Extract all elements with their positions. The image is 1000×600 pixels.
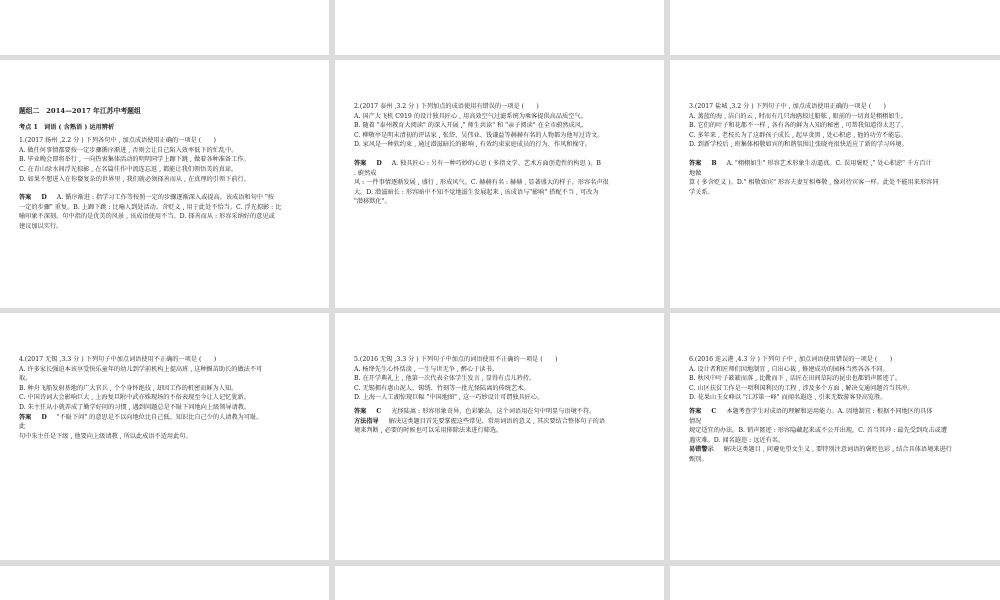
explanation-line: 学关系。 [689,188,714,196]
answer-text: 本题考查学生对成语的理解和运用能力。A. 因地制宜 : 根据不同地区的具体 [726,408,933,416]
answer-key: C [711,408,717,416]
answer-key: D [41,194,47,202]
page-5[interactable] [335,313,664,560]
page-top-left [0,0,329,55]
answer-label: 答案 [354,160,367,168]
page-2[interactable] [335,60,664,308]
kaodian-heading: 考点 1 词语 ( 含熟语 ) 运用辨析 [19,123,115,131]
explanation-line: 一定的步骤" 重复。B. 上蹿下跳 : 比喻人到处活动。含贬义 , 用于此处不恰当。C. 浮光掠影 : 比 [19,203,282,211]
answer-line [19,413,315,423]
warning-line: 甄别。 [689,456,708,464]
option-d: D. 花果山玉女峰以 "江苏第一峰" 而闻名遐迩 , 引来无数游客登高览胜。 [689,394,887,402]
page-top-right [670,0,1000,55]
answer-text: 光怪陆离 : 形容形象奇异、色彩繁杂。这个词语用在句中明显与语境不符。 [391,408,596,416]
option-a: A. 设计者和匠师们因地制宜 , 自出心裁 , 修建成功的园林当然各各不同。 [689,365,889,373]
answer-label: 答案 [19,413,32,421]
option-d: D. 朱主任从小就养成了勤学好问的习惯 , 遇到问题总是不耻下问地向上级领导请教。 [19,404,251,412]
option-c: C. 中国诗词大会影响巨大 , 上海复旦附中武亦姝现场的不俗表现至今让人记忆犹新。 [19,394,250,402]
option-a: A. 国产大飞机 C919 的设计独具匠心 , 用高效空气过滤系统为乘客提供高品质空气。 [354,112,587,120]
answer-key: C [376,408,382,416]
answer-text: A. 独具匠心 : 另有一种巧妙的心思 ( 多指文学、艺术方面创造性的构思 )。B [391,160,601,168]
option-b: B. 秋风中叶子簌簌而落 , 比靴而下 , 话匠在田间草际的昆虫也都销声匿迹了。 [689,375,902,383]
explanation-line: 规定适宜的办法。B. 销声匿迹 : 形容隐藏起来或不公开出现。C. 首当其冲 : 最先受到攻击或遭 [689,427,947,435]
option-b: B. 在开学典礼上 , 他第一次代表全体学生发言 , 显得有点儿矜持。 [354,375,536,383]
option-b: B. 它们的叶子和花都不一样 , 各有各的鲜为人知的秘密 , 可帮我知道得太迟了。 [689,122,908,130]
answer-label: 答案 [354,408,367,416]
explanation-line: 情况 [689,417,702,425]
answer-line [19,193,315,203]
method-text: 解决这类题目首先要掌握这些常见、常用词语的意义 , 其次要结合整体句子的语 [388,417,606,425]
option-d: D. 上海一人工湖惊现巨幅 "中国地图" , 这一巧妙设计可谓独具匠心。 [354,394,544,402]
answer-line [689,159,986,169]
option-c: C. 无锡拥有惠山泥人、锡绣、竹刻等一批光怪陆离的传统艺术。 [354,384,530,392]
option-d: D. 到新学校后 , 班集体相敬如宾的和谐氛围让张晓亮很快适应了新的学习环境。 [689,141,908,149]
section-title: 题组二 2014—2017 年江苏中考题组 [19,107,141,115]
question-stem: 1.(2017 扬州 ,2.2 分 ) 下列各句中 , 加点成语使用正确的一项是 ( ) [19,137,216,145]
page-bottom-middle [335,566,664,600]
method-line: 境来判断 , 必要的时候也可以采用排除法来进行筛选。 [354,427,503,435]
option-b: B. 随着 "泰州教育大阅读" 的深入开展 ," 师生共读" 和 "亲子阅读" 在全市蔚然成风。 [354,122,588,130]
page-top-middle [335,0,664,55]
explanation-line: "潜移默化"。 [354,198,391,206]
question-stem: 5.(2016 无锡 ,3.3 分 ) 下列句子中加点的词语使用不正确的一项是 ( ) [354,356,558,363]
answer-line [689,407,986,417]
answer-key: B [711,160,717,168]
answer-label: 答案 [19,194,32,202]
warning-text: 解决这类题目 , 问避免望文生义 , 要特别注意词语的褒贬色彩 , 结合具体语境来进行 [723,446,952,454]
option-c: C. 在青山绿水间浮光掠影 , 在名篇佳作中流连忘返 , 都能让我们领悟美的真谛。 [19,165,238,173]
question-stem: 2.(2017 泰州 ,3.2 分 ) 下列加点的成语使用有错误的一项是 ( ) [354,103,539,110]
option-b: B. 种舟飞船发射基地的广大官兵 , 个个身怀绝技 , 却因工作的机密而鲜为人知。 [19,384,238,392]
option-c: C. 多年来 , 老校长为了这群孩子成长 , 起早贪黑 , 处心积虑 , 他的功劳不能忘。 [689,131,907,139]
explanation-line: 风 : 一件事情逐渐发展 , 盛行 , 形成风气。C. 赫赫有名 : 赫赫 , 显著盛大的样子。形容名声很 [354,179,609,187]
page-1[interactable] [0,60,329,308]
page-3[interactable] [670,60,1000,308]
page-6[interactable] [670,313,1000,560]
answer-text: A. "栩栩如生" 形容艺术形象生动逼真。C. 误用褒贬 ," 处心积虑" 千方百计 [726,160,932,168]
warning-label: 易错警示 [689,446,714,454]
explanation-line: 句中朱主任是下级 , 他要向上级请教 , 所以此成语不适用此句。 [19,432,192,440]
answer-line [354,159,650,169]
question-stem: 6.(2016 连云港 ,4.3 分 ) 下列句子中 , 加点词语使用错误的一项是 ( ) [689,356,893,363]
explanation-line: 此 [19,423,26,431]
answer-key: D [376,160,382,168]
method-line [354,417,650,427]
option-a: A. 做任何事情都要按一定步骤循序渐进 , 否则会让自己陷入效率低下的忙乱中。 [19,146,238,154]
option-d: D. 家风是一种软约束 , 通过潜滋暗长的影响 , 有效约束家庭成员的行为、作风和操守。 [354,141,592,149]
answer-key: D [41,413,47,421]
answer-label: 答案 [689,408,702,416]
page-4[interactable] [0,313,329,560]
explanation-line: 大。D. 潜滋暗长 : 形容暗中不知不觉地滋生发展起来 , 该成语与"影响" 搭配不当 , 可改为 [354,188,599,196]
explanation-line: 建议加以实行。 [19,223,63,231]
answer-text: "不耻下问" 的意思是不以向地位比自己低、知识比自己少的人请教为可耻。 [56,413,263,421]
explanation-line: 遇灾难。D. 闻名遐迩 : 远近有名。 [689,436,785,444]
question-stem: 4.(2017 无锡 ,3.3 分 ) 下列句子中加点词语使用不正确的一项是 ( ) [19,356,217,363]
method-label: 方法指导 [354,417,379,425]
option-b: B. 毕业晚会即将举行 , 一向热衷集体活动的明明同学上蹿下跳 , 做着各种准备工作。 [19,156,250,164]
question-stem: 3.(2017 盐城 ,3.2 分 ) 下列句子中 , 加点成语使用正确的一项是 ( ) [689,103,886,110]
option-a: A. 蒸蓝的海 , 洁白的云 , 时而有几只海鸥掠过船舷 , 眼前的一切真是栩栩如生。 [689,112,907,120]
explanation-line: . 蔚然成 [354,169,377,177]
option-a: A. 许多家长强迫本该享受快乐童年的幼儿到学前机构上提高班 , 这种揠苗助长的做法不可 [19,365,263,373]
option-a: A. 杨绛先生心怀恬淡 , 一生与世无争 , 醉心于读书。 [354,365,498,373]
warning-line [689,445,986,455]
answer-text: A. 循序渐进 : 指学习工作等按照一定的步骤逐渐深入或提高。该成语和句中 "按 [56,194,274,202]
answer-line [354,407,650,417]
answer-label: 答案 [689,160,702,168]
page-bottom-right [670,566,1000,600]
option-a-continued: 取。 [19,375,32,383]
page-bottom-left [0,566,329,600]
option-c: C. 柳敬亭是明末清初的评话家 , 张岱、吴伟业、钱谦益等赫赫有名的人物都为他写过诗文。 [354,131,604,139]
explanation-line: 地做 [689,169,702,177]
explanation-line: 喻印象不深刻。句中指的是优美的风景 , 该成语使用不当。D. 择善而从 : 形容采纳好的意见或 [19,213,275,221]
option-d: D. 如果不想进入在你嫠复杂的世界里 , 我们就必须择善而从 , 在真理的引领下前行。 [19,175,250,183]
option-c: C. 山区扶贫工作是一项利国利民的工程 , 涉及多个方面 , 解决交通问题首当其冲。 [689,384,914,392]
explanation-line: 算 ( 多含贬义 )。D." 相敬如宾" 形容夫妻互相尊敬 , 像对待宾客一样。此处不能用来形容同 [689,179,939,187]
